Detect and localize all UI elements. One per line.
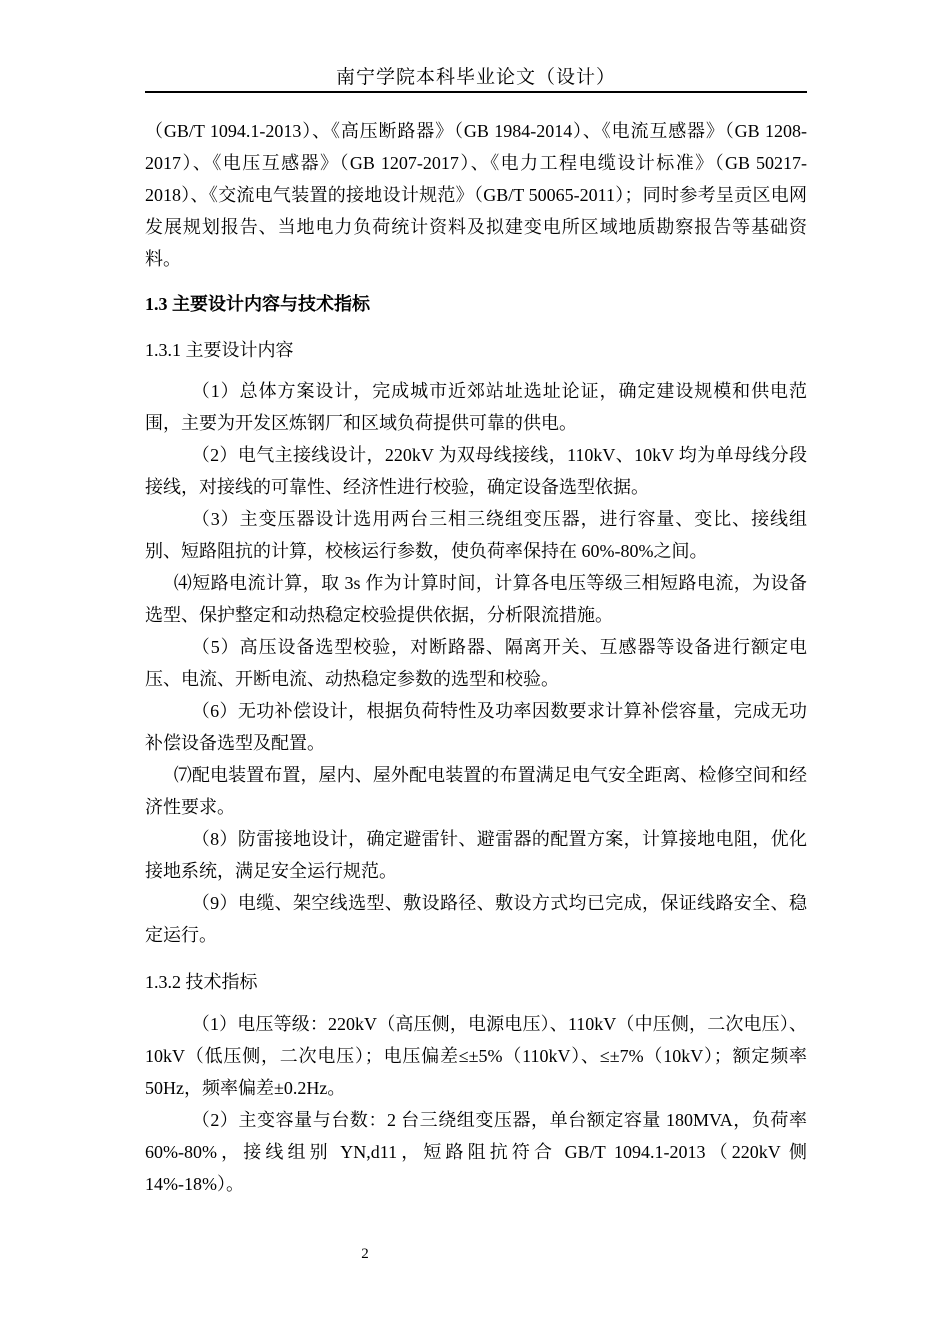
design-item: （6）无功补偿设计，根据负荷特性及功率因数要求计算补偿容量，完成无功补偿设备选型及配置。 [145, 701, 807, 753]
running-header-title: 南宁学院本科毕业论文（设计） [335, 67, 616, 88]
design-item: （3）主变压器设计选用两台三相三绕组变压器，进行容量、变比、接线组别、短路阻抗的计算，校核运行参数，使负荷率保持在 60%-80%之间。 [145, 509, 807, 561]
indicator-item: （2）主变容量与台数：2 台三绕组变压器，单台额定容量 180MVA，负荷率 60%-80%，接线组别 YN,d11，短路阻抗符合 GB/T 1094.1-2013（220kV 侧 14%-18%）。 [145, 1110, 807, 1194]
design-item: （2）电气主接线设计，220kV 为双母线接线，110kV、10kV 均为单母线分段接线，对接线的可靠性、经济性进行校验，确定设备选型依据。 [145, 445, 807, 497]
header-divider [145, 91, 807, 93]
intro-paragraph-block [145, 115, 807, 275]
subsection-heading-1-3-1: 1.3.1 主要设计内容 [145, 340, 294, 360]
design-item: （9）电缆、架空线选型、敷设路径、敷设方式均已完成，保证线路安全、稳定运行。 [145, 893, 807, 945]
indicator-item: （1）电压等级：220kV（高压侧，电源电压）、110kV（中压侧，二次电压）、10kV（低压侧，二次电压）；电压偏差≤±5%（110kV）、≤±7%（10kV）；额定频率 50Hz，频率偏差±0.2Hz。 [145, 1014, 807, 1098]
page-number-footer [0, 1244, 950, 1264]
design-item: （5）高压设备选型校验，对断路器、隔离开关、互感器等设备进行额定电压、电流、开断电流、动热稳定参数的选型和校验。 [145, 637, 807, 689]
intro-paragraph: （GB/T 1094.1-2013）、《高压断路器》（GB 1984-2014）、《电流互感器》（GB 1208-2017）、《电压互感器》（GB 1207-2017）、《电力工程电缆设计标准》（GB 50217-2018）、《交流电气装置的接地设计规范》（GB/T 50065-2011）；同时参考呈贡区电网发展规划报告、当地电力负荷统计资料及拟建变电所区域地质勘察报告等基础资料。 [145, 121, 807, 269]
design-item: （8）防雷接地设计，确定避雷针、避雷器的配置方案，计算接地电阻，优化接地系统，满足安全运行规范。 [145, 829, 807, 881]
technical-indicator-list [145, 1008, 807, 1200]
design-item: ⑷短路电流计算，取 3s 作为计算时间，计算各电压等级三相短路电流，为设备选型、保护整定和动热稳定校验提供依据，分析限流措施。 [145, 573, 807, 625]
design-item: ⑺配电装置布置，屋内、屋外配电装置的布置满足电气安全距离、检修空间和经济性要求。 [145, 765, 807, 817]
design-content-list [145, 375, 807, 951]
subsection-heading-1-3-2: 1.3.2 技术指标 [145, 972, 258, 992]
design-item: （1）总体方案设计，完成城市近郊站址选址论证，确定建设规模和供电范围，主要为开发区炼钢厂和区域负荷提供可靠的供电。 [145, 381, 807, 433]
page-number: 2 [361, 1246, 369, 1262]
section-heading-1-3: 1.3 主要设计内容与技术指标 [145, 294, 370, 314]
